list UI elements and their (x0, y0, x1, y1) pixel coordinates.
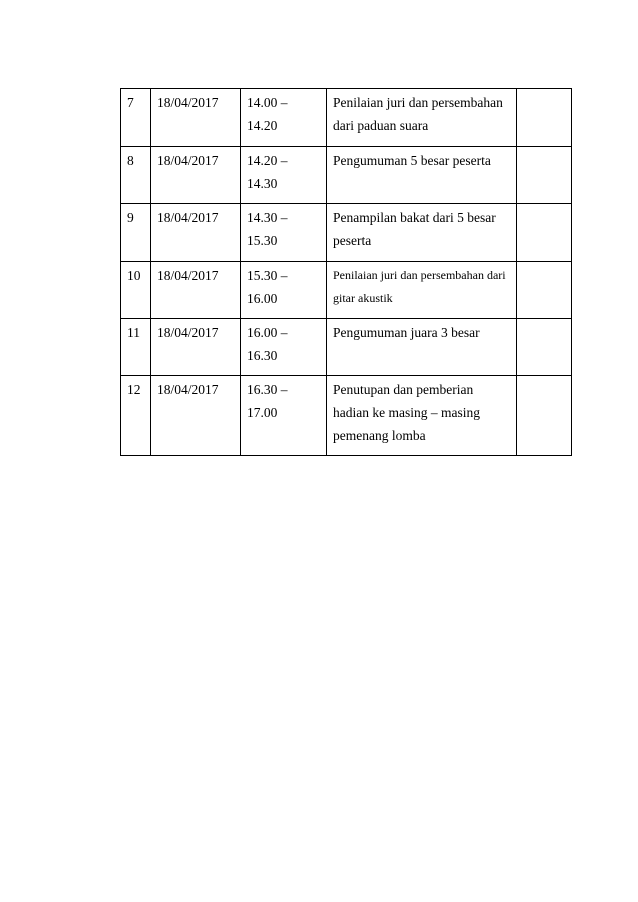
row-activity: Penutupan dan pemberian hadian ke masing – masing pemenang lomba (327, 376, 517, 456)
row-number: 7 (121, 89, 151, 147)
table-row (121, 319, 572, 376)
table-row (121, 204, 572, 262)
row-number: 8 (121, 147, 151, 204)
row-time: 14.20 – 14.30 (241, 147, 327, 204)
row-date: 18/04/2017 (151, 89, 241, 147)
row-time: 16.00 – 16.30 (241, 319, 327, 376)
table-row (121, 89, 572, 147)
row-time: 14.30 – 15.30 (241, 204, 327, 262)
row-date: 18/04/2017 (151, 262, 241, 319)
row-activity: Pengumuman juara 3 besar (327, 319, 517, 376)
row-date: 18/04/2017 (151, 204, 241, 262)
row-time: 14.00 – 14.20 (241, 89, 327, 147)
row-date: 18/04/2017 (151, 147, 241, 204)
table-row (121, 262, 572, 319)
row-time: 16.30 – 17.00 (241, 376, 327, 456)
row-extra (517, 204, 572, 262)
row-activity: Penampilan bakat dari 5 besar peserta (327, 204, 517, 262)
row-activity: Penilaian juri dan persembahan dari gitar akustik (327, 262, 517, 319)
row-date: 18/04/2017 (151, 319, 241, 376)
row-extra (517, 376, 572, 456)
table-row (121, 147, 572, 204)
row-number: 12 (121, 376, 151, 456)
row-activity: Penilaian juri dan persembahan dari paduan suara (327, 89, 517, 147)
row-extra (517, 319, 572, 376)
row-extra (517, 89, 572, 147)
row-activity: Pengumuman 5 besar peserta (327, 147, 517, 204)
row-extra (517, 147, 572, 204)
row-number: 10 (121, 262, 151, 319)
table-row (121, 376, 572, 456)
row-number: 9 (121, 204, 151, 262)
row-date: 18/04/2017 (151, 376, 241, 456)
schedule-table (120, 88, 572, 456)
row-time: 15.30 – 16.00 (241, 262, 327, 319)
row-extra (517, 262, 572, 319)
row-number: 11 (121, 319, 151, 376)
